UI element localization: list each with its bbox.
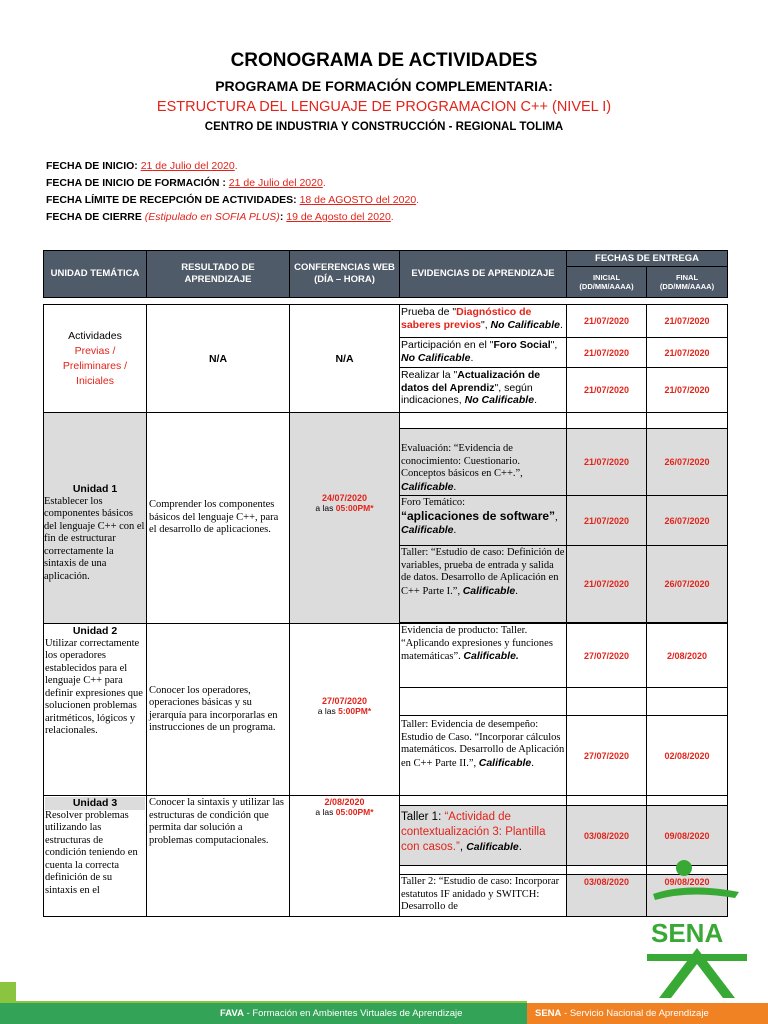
spacer-row xyxy=(44,298,728,305)
header-unit: UNIDAD TEMÁTICA xyxy=(44,251,147,298)
unit1-final-2: 26/07/2020 xyxy=(647,496,728,546)
training-start-date: FECHA DE INICIO DE FORMACIÓN : 21 de Julio del 2020. xyxy=(46,177,326,189)
footer-accent xyxy=(0,982,16,1003)
unit2-conference: 27/07/2020 a las 5:00PM* xyxy=(290,624,400,796)
unit3-result: Conocer la sintaxis y utilizar las estructuras de condición que permita dar solución a problemas computacionales. xyxy=(147,796,290,917)
unit2-result: Conocer los operadores, operaciones básicas y su jerarquía para incorporarlas en instrucciones de un programa. xyxy=(147,624,290,796)
prelim-evidence-2: Participación en el "Foro Social", No Calificable. xyxy=(400,338,567,368)
sena-logo xyxy=(643,858,751,998)
unit1-result: Comprender los componentes básicos del lenguaje C++, para el desarrollo de aplicaciones. xyxy=(147,413,290,624)
center-name: CENTRO DE INDUSTRIA Y CONSTRUCCIÓN - REGIONAL TOLIMA xyxy=(204,121,564,133)
unit3-description: Resolver problemas utilizando las estructuras de condición teniendo en cuenta la correcta definición de su sintaxis en el xyxy=(45,809,138,896)
dates-block xyxy=(46,158,419,226)
unit2-final-1: 2/08/2020 xyxy=(647,624,728,688)
unit1-cell xyxy=(44,413,147,624)
unit1-initial-3: 21/07/2020 xyxy=(567,546,647,623)
course-name: ESTRUCTURA DEL LENGUAJE DE PROGRAMACION C++ (NIVEL I) xyxy=(156,99,612,115)
header-delivery-dates: FECHAS DE ENTREGA xyxy=(567,251,728,267)
prelim-final-1: 21/07/2020 xyxy=(647,305,728,338)
prelim-initial-2: 21/07/2020 xyxy=(567,338,647,368)
program-subtitle: PROGRAMA DE FORMACIÓN COMPLEMENTARIA: xyxy=(215,78,553,94)
svg-text:SENA: SENA xyxy=(651,918,724,948)
header-initial: INICIAL (DD/MM/AAAA) xyxy=(567,267,647,298)
footer-sena: SENA - Servicio Nacional de Aprendizaje xyxy=(527,1003,768,1024)
unit3-evidence-1: Taller 1: “Actividad de contextualización 3: Plantilla con casos.”, Calificable. xyxy=(400,806,567,866)
unit3-conference: 2/08/2020 a las 05:00PM* xyxy=(290,796,400,917)
unit2-description: Utilizar correctamente los operadores establecidos para el lenguaje C++ para definir expresiones que solucionen problemas aritméticos, lógicos y relacionales. xyxy=(45,637,143,736)
unit2-title: Unidad 2 xyxy=(72,625,118,637)
unit1-description: Establecer los componentes básicos del lenguaje C++ con el fin de estructurar correctamente la sintaxis de una aplicación. xyxy=(44,495,145,582)
header-evidence: EVIDENCIAS DE APRENDIZAJE xyxy=(400,251,567,298)
prelim-final-3: 21/07/2020 xyxy=(647,368,728,413)
unit1-final-3: 26/07/2020 xyxy=(647,546,728,623)
unit2-initial-1: 27/07/2020 xyxy=(567,624,647,688)
unit3-initial-1: 03/08/2020 xyxy=(567,806,647,866)
table-row xyxy=(44,305,728,338)
unit1-initial-1: 21/07/2020 xyxy=(567,429,647,496)
unit3-evidence-2: Taller 2: “Estudio de caso: Incorporar estatutos IF anidado y SWITCH: Desarrollo de xyxy=(400,875,567,917)
unit1-final-1: 26/07/2020 xyxy=(647,429,728,496)
header-final: FINAL (DD/MM/AAAA) xyxy=(647,267,728,298)
unit3-final-1: 09/08/2020 xyxy=(647,806,728,866)
header-conferences: CONFERENCIAS WEB (DÍA – HORA) xyxy=(290,251,400,298)
prelim-initial-3: 21/07/2020 xyxy=(567,368,647,413)
schedule-table xyxy=(43,250,728,917)
footer xyxy=(0,1003,768,1024)
prelim-unit: Actividades Previas / Preliminares / Iniciales xyxy=(44,305,147,413)
unit1-conference: 24/07/2020 a las 05:00PM* xyxy=(290,413,400,624)
unit3-initial-2: 03/08/2020 xyxy=(567,875,647,917)
unit3-title: Unidad 3 xyxy=(45,797,145,810)
prelim-evidence-1: Prueba de "Diagnóstico de saberes previos", No Calificable. xyxy=(400,305,567,338)
start-date: FECHA DE INICIO: 21 de Julio del 2020. xyxy=(46,160,238,172)
unit1-initial-2: 21/07/2020 xyxy=(567,496,647,546)
spacer-row xyxy=(44,413,728,429)
prelim-result: N/A xyxy=(147,305,290,413)
prelim-initial-1: 21/07/2020 xyxy=(567,305,647,338)
prelim-final-2: 21/07/2020 xyxy=(647,338,728,368)
prelim-evidence-3: Realizar la "Actualización de datos del Aprendiz", según indicaciones, No Calificable. xyxy=(400,368,567,413)
unit3-cell xyxy=(44,796,147,917)
unit2-evidence-2: Taller: Evidencia de desempeño: Estudio de Caso. “Incorporar cálculos matemáticos. Desarrollo de Aplicación en C++ Parte II.”, Calificable. xyxy=(400,716,567,796)
prelim-conf: N/A xyxy=(290,305,400,413)
unit1-title: Unidad 1 xyxy=(72,483,118,495)
unit2-final-2: 02/08/2020 xyxy=(647,716,728,796)
deadline-date: FECHA LÍMITE DE RECEPCIÓN DE ACTIVIDADES: 18 de AGOSTO del 2020. xyxy=(46,194,420,206)
table-row xyxy=(44,624,728,688)
unit2-initial-2: 27/07/2020 xyxy=(567,716,647,796)
footer-fava: FAVA - Formación en Ambientes Virtuales de Aprendizaje xyxy=(0,1003,527,1024)
unit1-evidence-3: Taller: “Estudio de caso: Definición de variables, prueba de entrada y salida de datos. Desarrollo de Aplicación en C++ Parte I.”, Calificable. xyxy=(400,546,567,623)
close-date: FECHA DE CIERRE (Estipulado en SOFIA PLUS): 19 de Agosto del 2020. xyxy=(46,211,394,223)
unit2-evidence-1: Evidencia de producto: Taller. “Aplicando expresiones y funciones matemáticas”. Calificable. xyxy=(400,624,567,688)
unit2-cell xyxy=(44,624,147,796)
document-title: CRONOGRAMA DE ACTIVIDADES xyxy=(230,50,538,71)
header-result: RESULTADO DE APRENDIZAJE xyxy=(147,251,290,298)
unit3-final-2: 09/08/2020 xyxy=(647,875,728,917)
unit1-evidence-1: Evaluación: “Evidencia de conocimiento: Cuestionario. Conceptos básicos en C++.”, Calificable. xyxy=(400,429,567,496)
unit1-evidence-2: Foro Temático: “aplicaciones de software”, Calificable. xyxy=(400,496,567,546)
